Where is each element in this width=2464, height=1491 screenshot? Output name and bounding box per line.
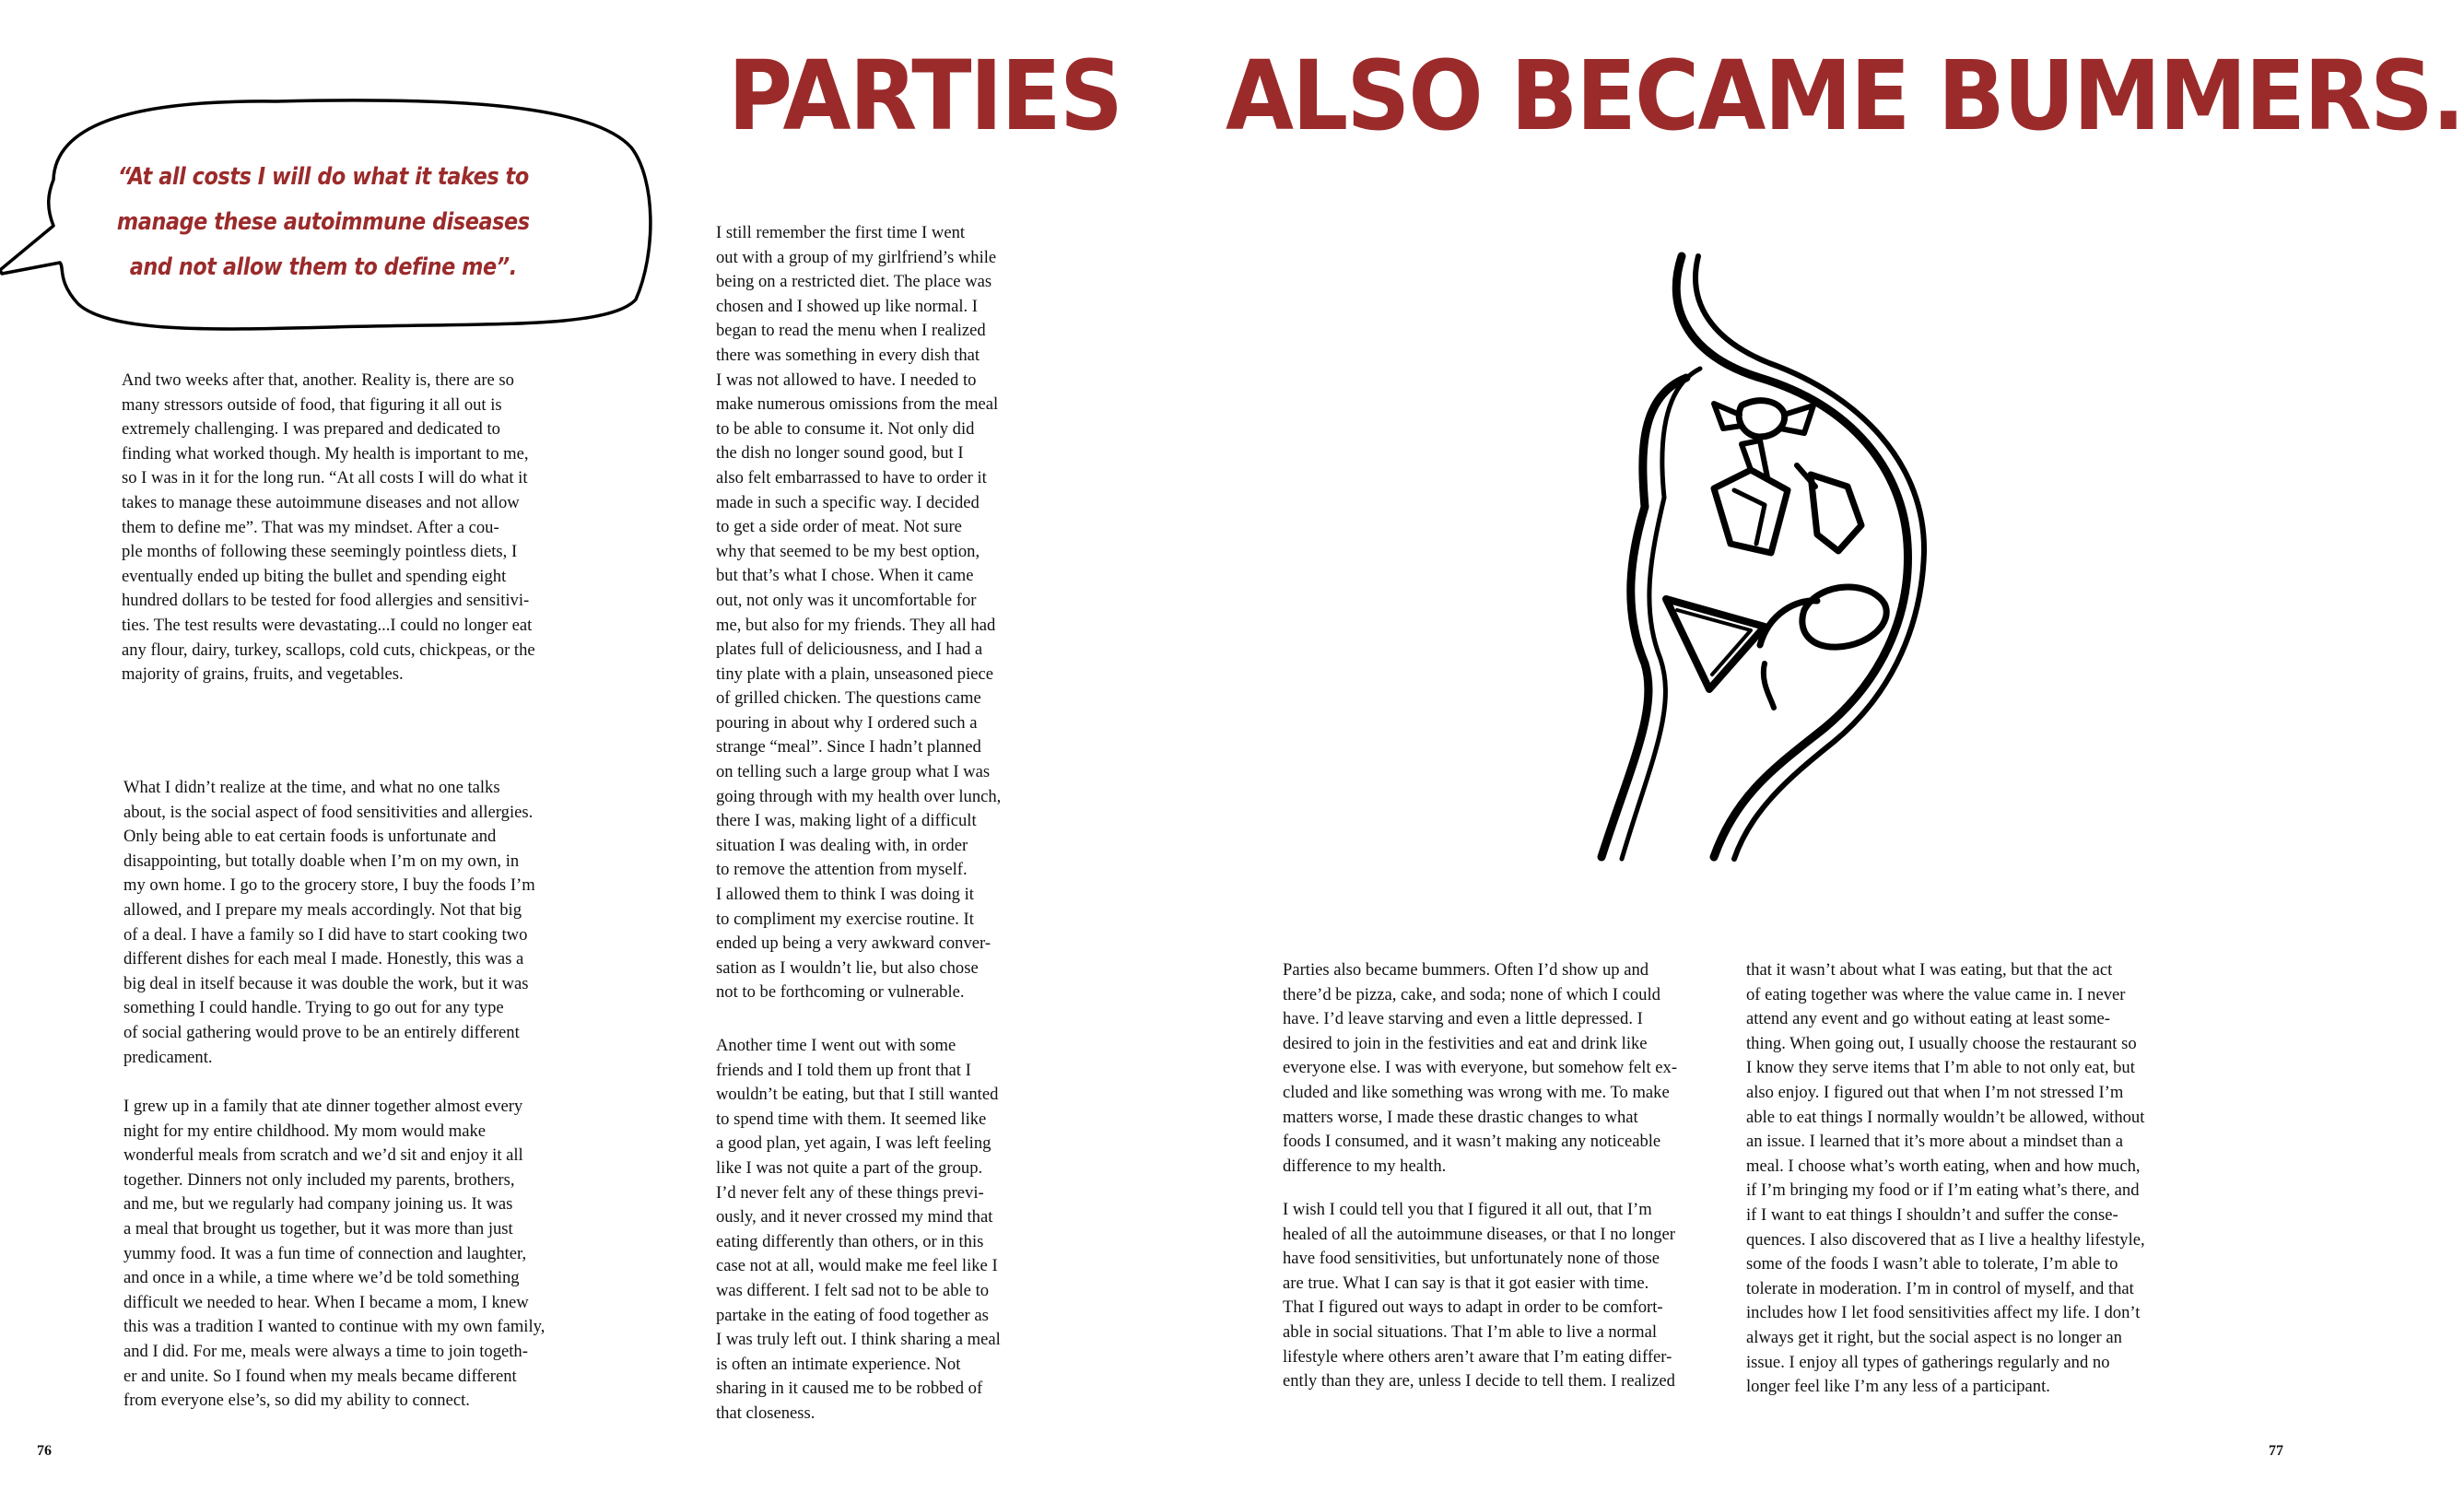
page-number-right: 77 xyxy=(2269,1443,2283,1459)
headline-part-2: ALSO BECAME BUMMERS. xyxy=(1226,40,2464,152)
left-paragraph-3: I grew up in a family that ate dinner together almost every night for my entire childhood. My mom would make wonderful meals from scratch and we’d sit and enjoy it all together. Dinners not only included my parents, brothers, and me, but we regularly had company joining us. It was a meal that brought us together, but it was more than just yummy food. It was a fun time of connection and laughter, and once in a while, a time where we’d be told something difficult we needed to hear. When I became a mom, I knew this was a tradition I wanted to continue with my own family, and I did. For me, meals were always a time to join togeth- er and unite. So I found when my meals became different from everyone else’s, so did my ability to connect. xyxy=(123,1097,546,1411)
headline-part-1: PARTIES xyxy=(728,40,1122,152)
pull-quote: “At all costs I will do what it takes to manage these autoimmune diseases and not allow them to define me”. xyxy=(116,163,530,281)
middle-paragraph-1: I still remember the first time I went out with a group of my girlfriend’s while being on a restricted diet. The place was chosen and I showed up like normal. I began to read the menu when I realized there was something in every dish that I was not allowed to have. I needed to make numerous omissions from the meal to be able to consume it. Not only did the dish no longer sound good, but I also felt embarrassed to have to order it made in such a specific way. I decided to get a side order of meat. Not sure why that seemed to be my best option, but that’s what I chose. When it came out, not only was it uncomfortable for me, but also for my friends. They all had plates full of deliciousness, and I had a tiny plate with a plain, unseasoned piece of grilled chicken. The questions came pouring in about why I ordered such a strange “meal”. Since I hadn’t planned on telling such a large group what I was going through with my health over lunch, there I was, making light of a difficult situation I was dealing with, in order to remove the attention from myself. I allowed them to think I was doing it to compliment my exercise routine. It ended up being a very awkward conver- sation as I wouldn’t lie, but also chose not to be forthcoming or vulnerable. xyxy=(716,223,1002,1003)
left-page xyxy=(0,0,1152,1491)
page-number-left: 76 xyxy=(37,1443,52,1459)
right-paragraph-2: I wish I could tell you that I figured it all out, that I’m healed of all the autoimmune diseases, or that I no longer have food sensitivities, but unfortunately none of those are true. What I can say is that it got easier with time. That I figured out ways to adapt in order to be comfort- able in social situations. That I’m able to live a normal lifestyle where others aren’t aware that I’m eating differ- ently than they are, unless I decide to tell them. I realized xyxy=(1283,1200,1675,1391)
right-paragraph-3: that it wasn’t about what I was eating, but that the act of eating together was where the value came in. I never attend any event and go without eating at least some- thing. When going out, I usually choose the restaurant so I know they serve items that I’m able to not only eat, but also enjoy. I figured out that when I’m not stressed I’m able to eat things I normally wouldn’t be allowed, without an issue. I learned that it’s more about a mindset than a meal. I choose what’s worth eating, when and how much, if I’m bringing my food or if I’m eating what’s there, and if I want to eat things I shouldn’t and suffer the conse- quences. I also discovered that as I live a healthy lifestyle, some of the foods I wasn’t able to tolerate, I’m able to tolerate in moderation. I’m in control of myself, and that includes how I let food sensitivities affect my life. I don’t always get it right, but the social aspect is no longer an issue. I enjoy all types of gatherings regularly and no longer feel like I’m any less of a participant. xyxy=(1746,960,2145,1397)
left-paragraph-1: And two weeks after that, another. Reality is, there are so many stressors outside of food, that figuring it all out is extremely challenging. I was prepared and dedicated to finding what worked though. My health is important to me, so I was in it for the long run. “At all costs I will do what it takes to manage these autoimmune diseases and not allow them to define me”. That was my mindset. After a cou- ple months of following these seemingly pointless diets, I eventually ended up biting the bullet and spending eight hundred dollars to be tested for food allergies and sensitivi- ties. The test results were devastating...I could no longer eat any flour, dairy, turkey, scallops, cold cuts, chickpeas, or the majority of grains, fruits, and vegetables. xyxy=(122,370,535,685)
right-paragraph-1: Parties also became bummers. Often I’d show up and there’d be pizza, cake, and soda; none of which I could have. I’d leave starving and even a little depressed. I desired to join in the festivities and eat and drink like everyone else. I was with everyone, but somehow felt ex- cluded and like something was wrong with me. To make matters worse, I made these drastic changes to what foods I consumed, and it wasn’t making any noticeable difference to my health. xyxy=(1283,960,1678,1176)
middle-paragraph-2: Another time I went out with some friends and I told them up front that I wouldn’t be eating, but that I still wanted to spend time with them. It seemed like a good plan, yet again, I was left feeling like I was not quite a part of the group. I’d never felt any of these things previ- ously, and it never crossed my mind that eating differently than others, or in this case not at all, would make me feel like I was different. I felt sad not to be able to partake in the eating of food together as I was truly left out. I think sharing a meal is often an intimate experience. Not sharing in it caused me to be robbed of that closeness. xyxy=(716,1036,1001,1423)
stomach-with-food-icon xyxy=(1576,249,1944,880)
speech-bubble xyxy=(0,92,654,336)
left-paragraph-2: What I didn’t realize at the time, and what no one talks about, is the social aspect of food sensitivities and allergies. Only being able to eat certain foods is unfortunate and disappointing, but totally doable when I’m on my own, in my own home. I go to the grocery store, I buy the foods I’m allowed, and I prepare my meals accordingly. Not that big of a deal. I have a family so I did have to start cooking two different dishes for each meal I made. Honestly, this was a big deal in itself because it was double the work, but it was something I could handle. Trying to go out for any type of social gathering would prove to be an entirely different predicament. xyxy=(123,778,535,1067)
